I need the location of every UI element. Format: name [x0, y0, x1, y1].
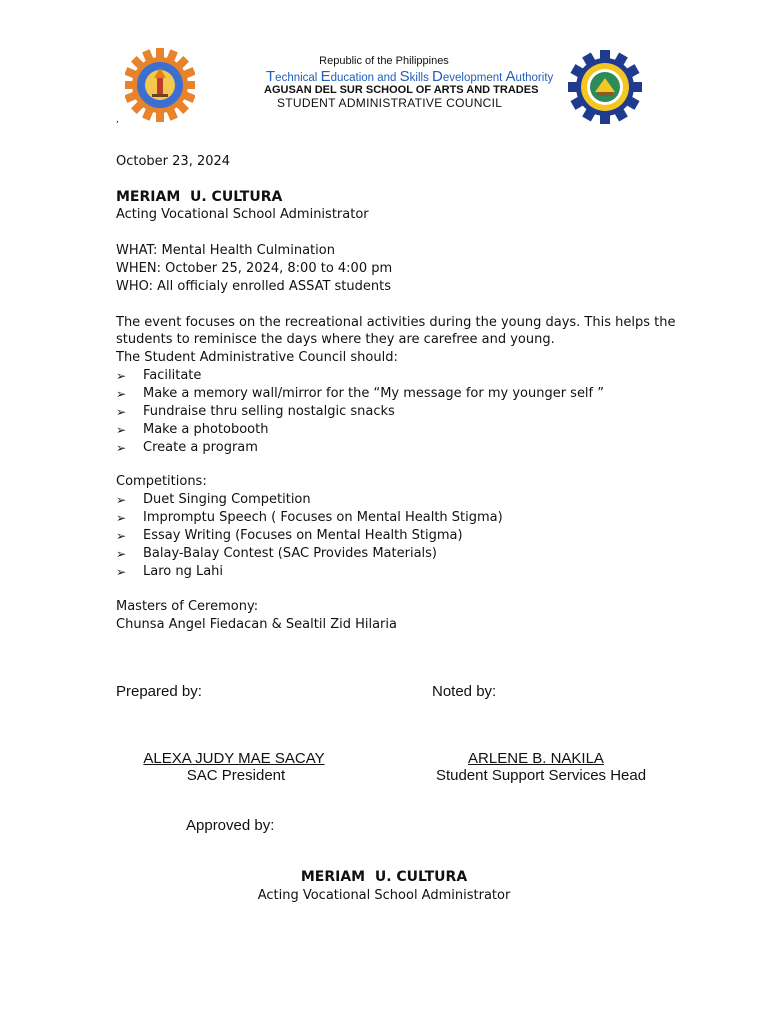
- tesda-word-s: kills: [409, 72, 433, 84]
- paragraph-line-2: students to reminisce the days where they are carefree and young.: [116, 332, 555, 347]
- tesda-word-d: evelopment: [442, 72, 506, 84]
- tesda-word-e: ducation and: [330, 72, 400, 84]
- mc-label: Masters of Ceremony:: [116, 599, 259, 614]
- school-name: AGUSAN DEL SUR SCHOOL OF ARTS AND TRADES: [264, 84, 539, 96]
- list-item: [116, 491, 503, 509]
- arrow-bullet-icon: ➢: [116, 547, 127, 561]
- approved-title: Acting Vocational School Administrator: [257, 888, 511, 903]
- tesda-cap-a: A: [505, 68, 516, 85]
- noted-title: Student Support Services Head: [435, 767, 647, 784]
- competition-list: [116, 491, 503, 581]
- council-gear-seal-icon: [567, 50, 643, 124]
- stray-mark: ,: [116, 115, 119, 125]
- arrow-bullet-icon: ➢: [116, 441, 127, 455]
- list-item-text: Duet Singing Competition: [143, 492, 311, 507]
- arrow-bullet-icon: ➢: [116, 387, 127, 401]
- noted-name: ARLENE B. NAKILA: [468, 750, 604, 767]
- task-list: [116, 367, 604, 457]
- list-item: [116, 527, 503, 545]
- arrow-bullet-icon: ➢: [116, 565, 127, 579]
- list-item: [116, 367, 604, 385]
- arrow-bullet-icon: ➢: [116, 529, 127, 543]
- list-item: [116, 385, 604, 403]
- list-item: [116, 421, 604, 439]
- tesda-cap-t: T: [266, 68, 276, 85]
- arrow-bullet-icon: ➢: [116, 493, 127, 507]
- list-item-text: Make a photobooth: [143, 422, 269, 437]
- tesda-cap-s: S: [399, 68, 410, 85]
- what-line: WHAT: Mental Health Culmination: [116, 243, 335, 258]
- arrow-bullet-icon: ➢: [116, 369, 127, 383]
- list-item: [116, 545, 503, 563]
- mc-names: Chunsa Angel Fiedacan & Sealtil Zid Hilaria: [116, 617, 397, 632]
- tesda-cap-d: D: [432, 68, 443, 85]
- tesda-word-a: uthority: [515, 72, 554, 84]
- should-line: The Student Administrative Council should:: [116, 350, 398, 365]
- prepared-label: Prepared by:: [116, 683, 202, 700]
- tesda-word-t: echnical: [275, 72, 321, 84]
- recipient-title: Acting Vocational School Administrator: [116, 207, 369, 222]
- list-item-text: Laro ng Lahi: [143, 564, 224, 579]
- list-item-text: Make a memory wall/mirror for the “My message for my younger self ”: [143, 386, 604, 401]
- noted-label: Noted by:: [432, 683, 497, 700]
- recipient-name: MERIAM U. CULTURA: [116, 189, 283, 205]
- who-line: WHO: All officialy enrolled ASSAT students: [116, 279, 391, 294]
- list-item: [116, 509, 503, 527]
- paragraph-line-1: The event focuses on the recreational activities during the young days. This helps the: [116, 315, 676, 330]
- council-name: STUDENT ADMINISTRATIVE COUNCIL: [277, 96, 503, 110]
- when-line: WHEN: October 25, 2024, 8:00 to 4:00 pm: [116, 261, 393, 276]
- list-item-text: Create a program: [143, 440, 258, 455]
- tesda-line: [266, 68, 553, 85]
- approved-label: Approved by:: [186, 817, 275, 834]
- prepared-title: SAC President: [186, 767, 286, 784]
- list-item-text: Facilitate: [143, 368, 202, 383]
- arrow-bullet-icon: ➢: [116, 405, 127, 419]
- prepared-name: ALEXA JUDY MAE SACAY: [143, 750, 325, 767]
- approved-name: MERIAM U. CULTURA: [300, 869, 468, 885]
- list-item-text: Balay-Balay Contest (SAC Provides Materials): [143, 546, 437, 561]
- list-item-text: Fundraise thru selling nostalgic snacks: [143, 404, 395, 419]
- letter-date: October 23, 2024: [116, 154, 231, 169]
- tesda-cap-e: E: [320, 68, 331, 85]
- republic-line: Republic of the Philippines: [319, 55, 449, 67]
- arrow-bullet-icon: ➢: [116, 423, 127, 437]
- list-item: [116, 439, 604, 457]
- competitions-label: Competitions:: [116, 474, 207, 489]
- list-item: [116, 563, 503, 581]
- list-item: [116, 403, 604, 421]
- list-item-text: Essay Writing (Focuses on Mental Health Stigma): [143, 528, 463, 543]
- list-item-text: Impromptu Speech ( Focuses on Mental Health Stigma): [143, 510, 503, 525]
- arrow-bullet-icon: ➢: [116, 511, 127, 525]
